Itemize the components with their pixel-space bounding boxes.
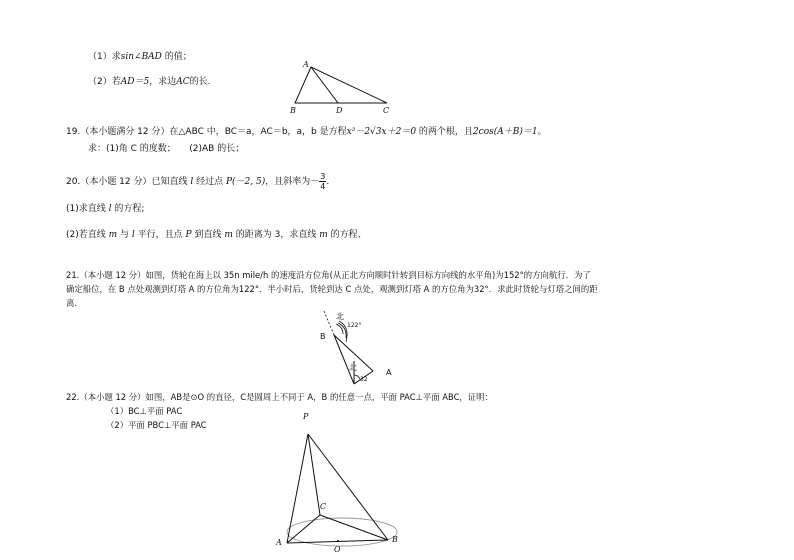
q21-label-a: A [386, 368, 392, 377]
q22-label-o: O [334, 545, 341, 554]
q19-text-b: 的两个根，且 [416, 127, 473, 137]
q21-north-label-c: 北 [349, 363, 357, 372]
q21-line1: 21.（本小题 12 分）如图，货轮在海上以 35n mile/h 的速度沿方位角(从正北方向顺时针转到目标方向线的水平角)为152°的方向航行．为了 [66, 270, 591, 280]
q20-part2-a: (2)若直线 [66, 230, 109, 240]
q19-text-c: 。 [537, 127, 547, 137]
q20-part2-m3: m [319, 230, 328, 240]
q18-part2-text-b: ，求边 [149, 77, 177, 87]
q18-part1-text-a: （1）求 [88, 52, 121, 62]
q21-label-b: B [320, 332, 326, 341]
q20-part2-d: 到直线 [191, 230, 225, 240]
q21-line3: 离. [66, 298, 78, 308]
q20-text-a: 20.（本小题 12 分）已知直线 [66, 177, 191, 187]
q19-condition: 2cos(A＋B)＝1 [472, 127, 538, 137]
q20-slope-den: 4 [320, 182, 326, 191]
q18-label-c: C [383, 106, 390, 115]
q20-text-c: ，且斜率为－ [265, 177, 320, 187]
q20-part2 [66, 229, 367, 241]
q20-slope-num: 3 [320, 172, 326, 181]
q18-triangle-figure [285, 55, 395, 117]
q20-text-d: . [326, 177, 330, 187]
q18-part2-expr: AD＝5 [120, 77, 150, 87]
q22-edge-pa [287, 434, 308, 543]
q18-label-b: B [290, 106, 296, 115]
q18-part1-text-b: 的值； [161, 52, 192, 62]
q22-label-a: A [276, 538, 282, 547]
q18-part2-text-a: （2）若 [88, 77, 121, 87]
q18-part1 [88, 51, 192, 63]
q18-segment-ad [311, 67, 338, 103]
q18-part2-text-c: 的长. [189, 77, 211, 87]
q20-l: l [190, 177, 194, 187]
q18-triangle [295, 67, 387, 103]
q18-label-d: D [336, 106, 343, 115]
q22-part2: （2）平面 PBC⊥平面 PAC [106, 420, 207, 430]
q21-north-label-b: 北 [336, 312, 344, 321]
q20-part2-b: 与 [117, 230, 132, 240]
q19-equation: x²－2√3x＋2＝0 [346, 127, 417, 137]
q20-part1 [66, 203, 144, 215]
q21-north-line-b [324, 311, 334, 335]
q21-angle-arc-b2 [338, 323, 346, 338]
q22-label-c: C [320, 502, 327, 511]
q18-part2-expr2: AC [176, 77, 190, 87]
q21-line2: 确定船位，在 B 点处观测到灯塔 A 的方位角为122°．半小时后，货轮到达 C 点处，观测到灯塔 A 的方位角为32°．求此时货轮与灯塔之间的距 [66, 284, 598, 294]
q19-line2: 求：(1)角 C 的度数； (2)AB 的长； [88, 144, 245, 154]
q20-part2-e: 的距离为 3，求直线 [232, 230, 320, 240]
q18-part2 [88, 76, 210, 88]
q20-point: P(－2, 5) [225, 177, 266, 187]
q20-part2-l: l [131, 230, 135, 240]
q20-part2-p: P [185, 230, 192, 240]
q22-line1: 22.（本小题 12 分）如图，AB是⊙O 的直径，C是圆周上不同于 A，B 的任意一点，平面 PAC⊥平面 ABC，证明： [66, 392, 493, 402]
q22-cone-figure [270, 405, 410, 560]
q20-part1-a: (1)求直线 [66, 204, 109, 214]
q22-label-b: B [392, 535, 398, 544]
q22-center-o [337, 540, 339, 542]
q22-label-p: P [303, 412, 309, 421]
q21-angle-label-32: 32 [360, 376, 368, 383]
q19-line1 [66, 126, 547, 138]
q21-bearing-figure [310, 305, 400, 387]
q22-edge-pb [308, 434, 388, 540]
q20-part2-m2: m [224, 230, 233, 240]
q20-line1 [66, 170, 329, 194]
q18-part1-expr: sin∠BAD [120, 52, 162, 62]
q20-text-b: 经过点 [193, 177, 226, 187]
q19-text-a: 19.（本小题满分 12 分）在△ABC 中，BC＝a，AC＝b，a，b 是方程 [66, 127, 347, 137]
q21-angle-label-122: 122° [347, 322, 362, 329]
q22-part1: （1）BC⊥平面 PAC [106, 406, 183, 416]
q20-part2-f: 的方程、 [327, 230, 367, 240]
q20-part2-c: 平行，且点 [134, 230, 186, 240]
q21-path-bc [334, 335, 354, 384]
q22-edge-pc [308, 434, 320, 515]
q20-part1-l: l [108, 204, 112, 214]
q18-label-a: A [303, 60, 309, 69]
q20-part1-b: 的方程; [111, 204, 145, 214]
q20-part2-m1: m [108, 230, 118, 240]
